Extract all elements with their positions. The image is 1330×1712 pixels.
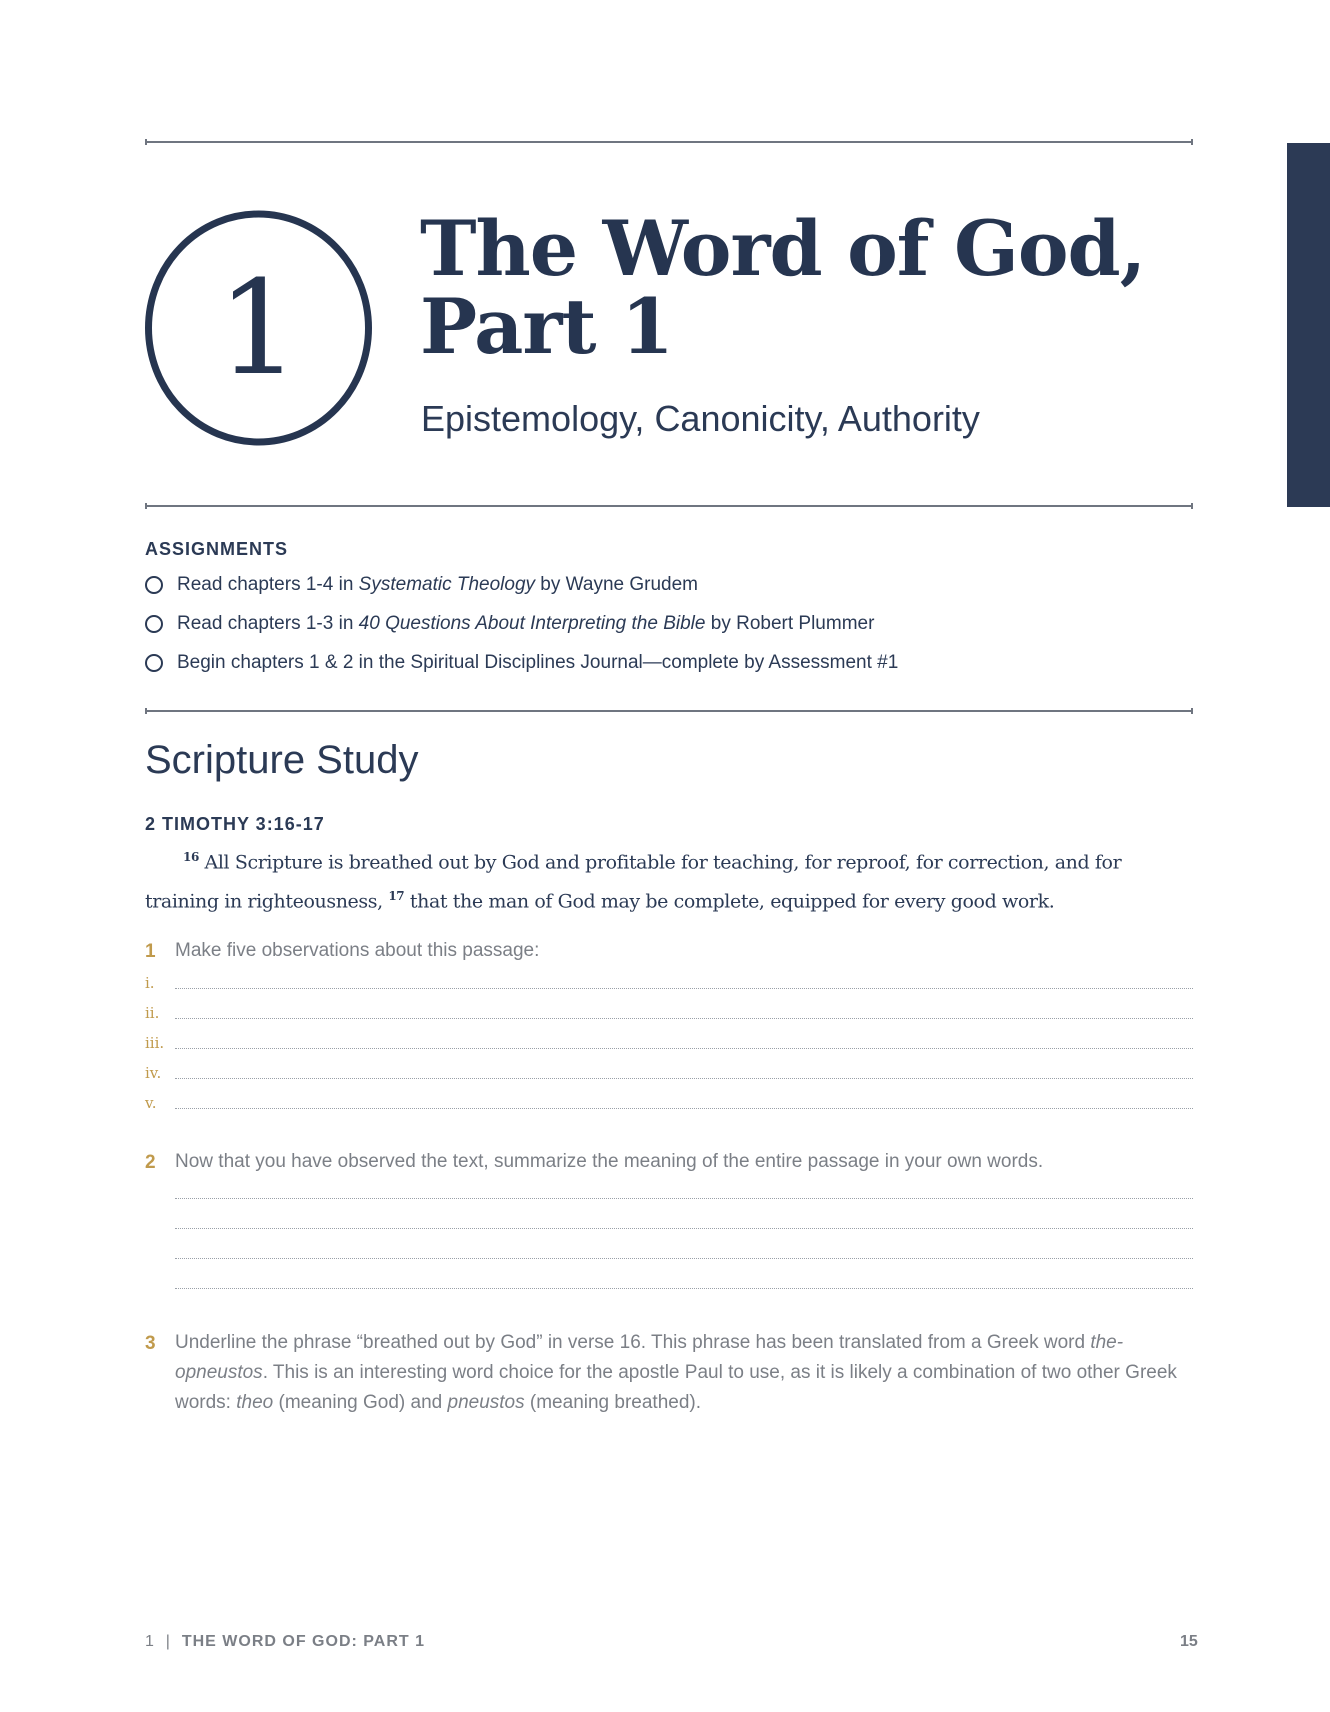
passage-reference: 2 TIMOTHY 3:16-17 [145,814,325,834]
observation-numeral: iv. [145,1064,162,1082]
scripture-passage: $^{16}$ All Scripture is breathed out by God and profitable for teaching, for reproof, for correction, and for training in righteousness, $^{17}$ that the man of God may be complete, equipped for every good work. [145,850,1122,913]
chapter-title-line1: The Word of God, [420,204,1146,293]
header-bottom-rule [145,505,1193,507]
question-text: Make five observations about this passage: [175,940,540,961]
verse-number: 16 [183,850,199,864]
answer-line[interactable] [175,1048,1193,1049]
answer-line[interactable] [175,1258,1193,1259]
assignment-text: Read chapters 1-4 in Systematic Theology by Wayne Grudem [177,574,698,595]
answer-line[interactable] [175,1108,1193,1109]
checkbox-circle-icon[interactable] [145,615,163,633]
verse-number: 17 [388,889,405,904]
question-number: 3 [145,1333,156,1354]
answer-line[interactable] [175,1198,1193,1199]
question-text: Now that you have observed the text, summarize the meaning of the entire passage in your own words. [175,1151,1044,1172]
section-title: Scripture Study [145,738,419,782]
observation-numeral: i. [145,974,155,992]
answer-line[interactable] [175,1018,1193,1019]
assignments-bottom-rule [145,710,1193,712]
chapter-side-tab [1287,143,1330,507]
question-number: 1 [145,941,156,962]
chapter-number: 1 [217,252,300,404]
chapter-title [420,204,1146,371]
observation-numeral: v. [145,1094,157,1112]
question-text: Underline the phrase “breathed out by God” in verse 16. This phrase has been translated from a Greek word the-opneustos. This is an interesting word choice for the apostle Paul to use, as it is likely a combination of two other Greek words: theo (meaning God) and pneustos (meaning breathed). [175,1332,1177,1413]
chapter-title-line2: Part 1 [420,282,673,371]
answer-line[interactable] [175,1288,1193,1289]
assignment-text: Read chapters 1-3 in 40 Questions About Interpreting the Bible by Robert Plummer [177,613,875,634]
answer-line[interactable] [175,988,1193,989]
footer-chapter-label: 1 | THE WORD OF GOD: PART 1 [145,1633,425,1650]
greek-word: pneustos [447,1392,525,1413]
greek-word: the-opneustos [175,1332,1124,1383]
assignment-item [145,649,898,677]
question-number: 2 [145,1152,156,1173]
checkbox-circle-icon[interactable] [145,654,163,672]
chapter-number-circle [144,209,373,447]
assignments-heading: ASSIGNMENTS [145,539,289,559]
chapter-subtitle: Epistemology, Canonicity, Authority [421,398,980,439]
observation-numeral: ii. [145,1004,160,1022]
page-number: 15 [1180,1633,1198,1650]
top-rule [145,141,1193,143]
assignment-text: Begin chapters 1 & 2 in the Spiritual Disciplines Journal—complete by Assessment #1 [177,652,899,673]
assignment-item [145,571,698,599]
greek-word: theo [236,1392,274,1413]
answer-line[interactable] [175,1228,1193,1229]
checkbox-circle-icon[interactable] [145,576,163,594]
observation-numeral: iii. [145,1034,165,1052]
answer-line[interactable] [175,1078,1193,1079]
assignment-item [145,610,874,638]
